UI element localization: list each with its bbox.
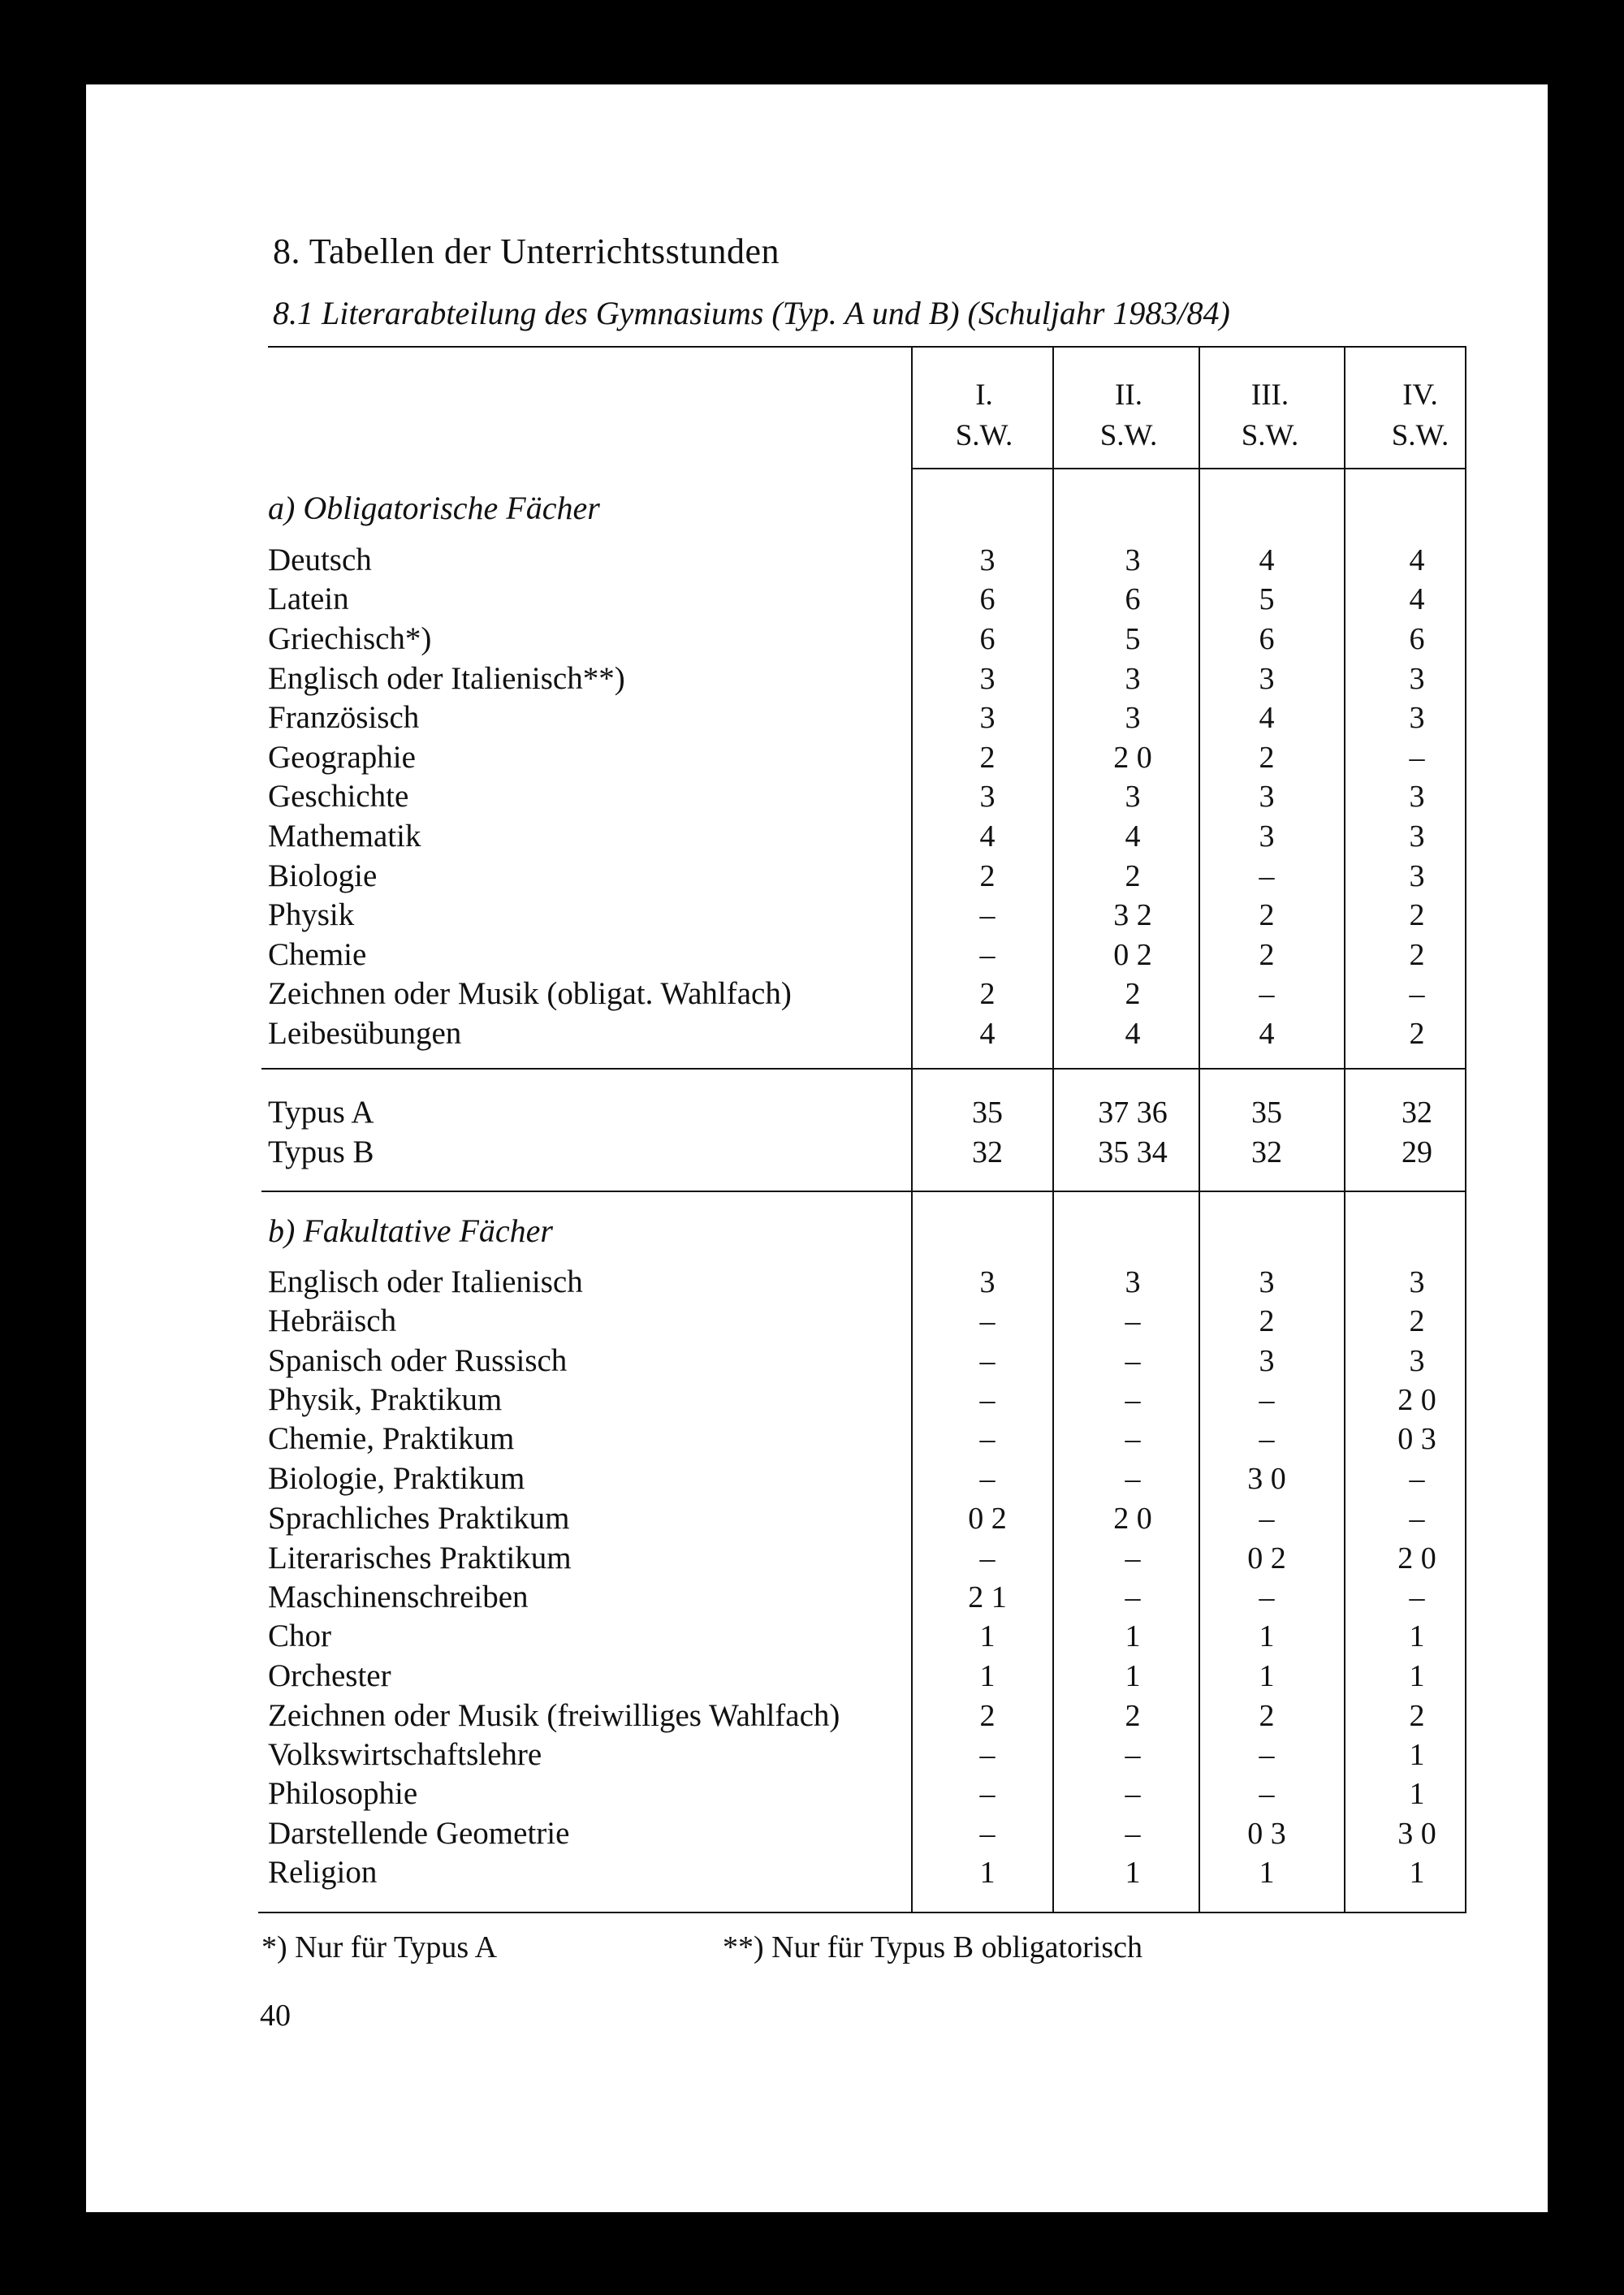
total-row (0, 1133, 1624, 1172)
row-value: – (979, 1383, 996, 1417)
table-row (0, 1735, 1624, 1774)
row-value: 3 (1259, 1265, 1275, 1299)
column-header-1 (915, 375, 1053, 456)
row-value: 2 0 (1113, 741, 1152, 775)
row-value: 4 (1409, 582, 1425, 616)
table-row (0, 1381, 1624, 1420)
row-value: – (1259, 1738, 1275, 1772)
row-value: 1 (1125, 1856, 1141, 1890)
row-value: 3 (1259, 780, 1275, 814)
row-value: 1 (1409, 1738, 1425, 1772)
header-bottom-rule (911, 468, 1466, 469)
row-label: Typus A (268, 1095, 374, 1130)
row-value: – (979, 1777, 996, 1811)
row-value: 4 (1259, 543, 1275, 577)
table-row (0, 1459, 1624, 1498)
table-row (0, 857, 1624, 896)
page-number: 40 (260, 1999, 291, 2033)
footnote-typus-a: *) Nur für Typus A (261, 1930, 498, 1964)
row-value: 6 (979, 622, 996, 656)
row-value: – (1259, 1383, 1275, 1417)
row-value: 2 (979, 977, 996, 1011)
row-value: 35 34 (1098, 1135, 1168, 1169)
row-value: – (1125, 1422, 1141, 1456)
table-row (0, 777, 1624, 816)
column-header-roman: I. (975, 378, 993, 412)
row-value: 2 (1125, 977, 1141, 1011)
table-row (0, 1814, 1624, 1853)
row-label: Hebräisch (268, 1303, 397, 1338)
row-value: 3 (1259, 662, 1275, 696)
row-value: 3 (1259, 1344, 1275, 1378)
row-value: – (1125, 1738, 1141, 1772)
row-value: 29 (1402, 1135, 1432, 1169)
row-label: Religion (268, 1855, 378, 1890)
row-value: 1 (1409, 1659, 1425, 1693)
row-value: 5 (1125, 622, 1141, 656)
table-row (0, 975, 1624, 1014)
row-value: – (1409, 1502, 1425, 1536)
row-value: 2 (979, 741, 996, 775)
column-header-roman: IV. (1402, 378, 1438, 412)
row-label: Leibesübungen (268, 1016, 462, 1051)
column-header-4 (1351, 375, 1489, 456)
table-row (0, 698, 1624, 737)
table-row (0, 1657, 1624, 1696)
row-value: 3 (1409, 819, 1425, 854)
row-value: 1 (1409, 1856, 1425, 1890)
row-value: 32 (1251, 1135, 1282, 1169)
row-value: – (979, 1304, 996, 1338)
row-value: – (1409, 1462, 1425, 1496)
row-value: 3 (1409, 701, 1425, 735)
table-row (0, 1302, 1624, 1341)
table-caption: 8.1 Literarabteilung des Gymnasiums (Typ. A und B) (Schuljahr 1983/84) (273, 295, 1230, 331)
row-value: – (979, 1817, 996, 1851)
table-row (0, 1263, 1624, 1302)
column-header-unit: S.W. (1241, 419, 1299, 452)
row-value: 2 (979, 859, 996, 893)
row-value: 2 (1409, 1304, 1425, 1338)
row-label: Literarisches Praktikum (268, 1541, 572, 1575)
row-label: Mathematik (268, 819, 421, 854)
row-value: – (979, 1462, 996, 1496)
table-row (0, 580, 1624, 619)
row-label: Englisch oder Italienisch (268, 1264, 583, 1299)
column-header-roman: II. (1115, 378, 1142, 412)
column-header-unit: S.W. (1099, 419, 1158, 452)
row-value: 2 (1125, 1699, 1141, 1733)
row-value: 2 (1409, 1699, 1425, 1733)
footnote-typus-b: **) Nur für Typus B obligatorisch (723, 1930, 1142, 1964)
row-value: 35 (1251, 1096, 1282, 1130)
row-value: 2 (1259, 898, 1275, 932)
table-top-rule (268, 346, 1466, 348)
column-header-unit: S.W. (955, 419, 1013, 452)
row-value: 1 (1259, 1856, 1275, 1890)
row-value: – (1409, 741, 1425, 775)
table-row (0, 1617, 1624, 1656)
table-row (0, 1578, 1624, 1617)
row-value: – (979, 898, 996, 932)
row-value: – (1125, 1383, 1141, 1417)
row-value: – (1125, 1344, 1141, 1378)
column-header-2 (1060, 375, 1198, 456)
table-row (0, 1696, 1624, 1735)
row-value: 2 (1125, 859, 1141, 893)
totals-bottom-rule (261, 1191, 1466, 1192)
row-value: 2 (1259, 741, 1275, 775)
totals-top-rule (261, 1068, 1466, 1070)
row-value: 1 (979, 1619, 996, 1653)
table-row (0, 541, 1624, 580)
row-value: 1 (1125, 1659, 1141, 1693)
row-value: 3 (1409, 780, 1425, 814)
column-header-3 (1201, 375, 1339, 456)
table-row (0, 1539, 1624, 1578)
row-label: Deutsch (268, 542, 372, 577)
row-label: Geographie (268, 740, 416, 775)
row-value: 35 (972, 1096, 1003, 1130)
row-value: – (979, 1422, 996, 1456)
row-value: 2 0 (1113, 1502, 1152, 1536)
table-row (0, 659, 1624, 698)
row-value: 2 (1409, 1017, 1425, 1051)
row-label: Geschichte (268, 779, 409, 814)
table-row (0, 896, 1624, 935)
page-title: 8. Tabellen der Unterrichtsstunden (273, 231, 780, 271)
row-value: 3 (1409, 1265, 1425, 1299)
row-value: 3 (979, 701, 996, 735)
row-value: 2 (1259, 1304, 1275, 1338)
column-header-roman: III. (1250, 378, 1289, 412)
row-value: 32 (1402, 1096, 1432, 1130)
section-optional-title: b) Fakultative Fächer (268, 1212, 553, 1249)
row-value: – (1259, 977, 1275, 1011)
row-value: 2 (979, 1699, 996, 1733)
row-label: Physik, Praktikum (268, 1382, 503, 1417)
row-value: – (1125, 1777, 1141, 1811)
row-value: 4 (1125, 819, 1141, 854)
row-value: 37 36 (1098, 1096, 1168, 1130)
row-value: 3 0 (1397, 1817, 1436, 1851)
row-value: 3 (1125, 780, 1141, 814)
row-value: 3 (979, 1265, 996, 1299)
row-label: Latein (268, 581, 349, 616)
row-value: 2 0 (1397, 1383, 1436, 1417)
row-label: Zeichnen oder Musik (freiwilliges Wahlfach) (268, 1698, 840, 1733)
row-value: 1 (1259, 1659, 1275, 1693)
row-value: – (979, 938, 996, 972)
row-value: – (1125, 1541, 1141, 1575)
table-row (0, 1853, 1624, 1892)
row-value: 6 (979, 582, 996, 616)
row-value: 5 (1259, 582, 1275, 616)
row-value: 3 (979, 780, 996, 814)
table-row (0, 1499, 1624, 1538)
section-obligatory-title: a) Obligatorische Fächer (268, 490, 600, 526)
row-value: 3 (979, 662, 996, 696)
row-label: Biologie, Praktikum (268, 1461, 525, 1496)
row-label: Spanisch oder Russisch (268, 1343, 568, 1378)
row-value: 6 (1259, 622, 1275, 656)
table-row (0, 1774, 1624, 1813)
row-value: 4 (1125, 1017, 1141, 1051)
row-label: Griechisch*) (268, 621, 432, 656)
row-value: 4 (1259, 701, 1275, 735)
row-value: 3 (1125, 662, 1141, 696)
row-value: 3 (1409, 662, 1425, 696)
row-value: 1 (979, 1856, 996, 1890)
row-value: 3 (1409, 859, 1425, 893)
row-value: 3 (1259, 819, 1275, 854)
row-value: 0 3 (1247, 1817, 1286, 1851)
row-value: 4 (1409, 543, 1425, 577)
row-label: Englisch oder Italienisch**) (268, 661, 625, 696)
row-value: – (1259, 1502, 1275, 1536)
row-value: 1 (1409, 1777, 1425, 1811)
row-value: 3 (979, 543, 996, 577)
row-value: 4 (1259, 1017, 1275, 1051)
row-value: 0 2 (1113, 938, 1152, 972)
row-value: – (1125, 1817, 1141, 1851)
row-value: 4 (979, 1017, 996, 1051)
row-value: 1 (1259, 1619, 1275, 1653)
row-value: – (1259, 1777, 1275, 1811)
table-bottom-rule (258, 1912, 1466, 1913)
row-label: Darstellende Geometrie (268, 1816, 570, 1851)
table-row (0, 817, 1624, 856)
row-label: Sprachliches Praktikum (268, 1501, 570, 1536)
row-value: 2 (1409, 898, 1425, 932)
row-label: Volkswirtschaftslehre (268, 1737, 542, 1772)
row-value: – (1125, 1304, 1141, 1338)
row-value: 1 (979, 1659, 996, 1693)
row-value: – (1125, 1462, 1141, 1496)
table-row (0, 1420, 1624, 1459)
row-label: Physik (268, 897, 355, 932)
row-value: 4 (979, 819, 996, 854)
row-value: 1 (1409, 1619, 1425, 1653)
row-value: 0 3 (1397, 1422, 1436, 1456)
row-value: 32 (972, 1135, 1003, 1169)
row-value: 2 (1259, 1699, 1275, 1733)
row-value: – (979, 1738, 996, 1772)
column-header-unit: S.W. (1391, 419, 1449, 452)
row-label: Chemie (268, 937, 367, 972)
row-value: 1 (1125, 1619, 1141, 1653)
row-label: Französisch (268, 700, 420, 735)
row-value: – (1259, 1580, 1275, 1614)
row-value: 3 (1409, 1344, 1425, 1378)
row-value: 0 2 (968, 1502, 1007, 1536)
row-value: 2 (1259, 938, 1275, 972)
row-value: – (979, 1541, 996, 1575)
row-label: Biologie (268, 858, 378, 893)
row-value: 6 (1409, 622, 1425, 656)
row-value: 3 (1125, 701, 1141, 735)
row-label: Maschinenschreiben (268, 1580, 529, 1614)
table-row (0, 936, 1624, 975)
total-row (0, 1093, 1624, 1132)
row-value: 2 0 (1397, 1541, 1436, 1575)
row-value: 3 2 (1113, 898, 1152, 932)
row-value: 3 (1125, 1265, 1141, 1299)
row-value: 3 0 (1247, 1462, 1286, 1496)
row-value: – (1259, 1422, 1275, 1456)
table-row (0, 1014, 1624, 1053)
row-label: Typus B (268, 1135, 374, 1169)
row-value: – (1125, 1580, 1141, 1614)
row-value: – (1409, 977, 1425, 1011)
row-label: Philosophie (268, 1776, 418, 1811)
row-label: Chor (268, 1619, 331, 1653)
row-value: 2 1 (968, 1580, 1007, 1614)
table-row (0, 738, 1624, 777)
row-label: Chemie, Praktikum (268, 1421, 515, 1456)
row-value: 0 2 (1247, 1541, 1286, 1575)
row-value: 6 (1125, 582, 1141, 616)
row-value: – (979, 1344, 996, 1378)
row-value: – (1409, 1580, 1425, 1614)
row-value: 3 (1125, 543, 1141, 577)
row-value: – (1259, 859, 1275, 893)
table-row (0, 1342, 1624, 1381)
row-value: 2 (1409, 938, 1425, 972)
row-label: Orchester (268, 1658, 391, 1693)
row-label: Zeichnen oder Musik (obligat. Wahlfach) (268, 976, 792, 1011)
table-row (0, 620, 1624, 659)
